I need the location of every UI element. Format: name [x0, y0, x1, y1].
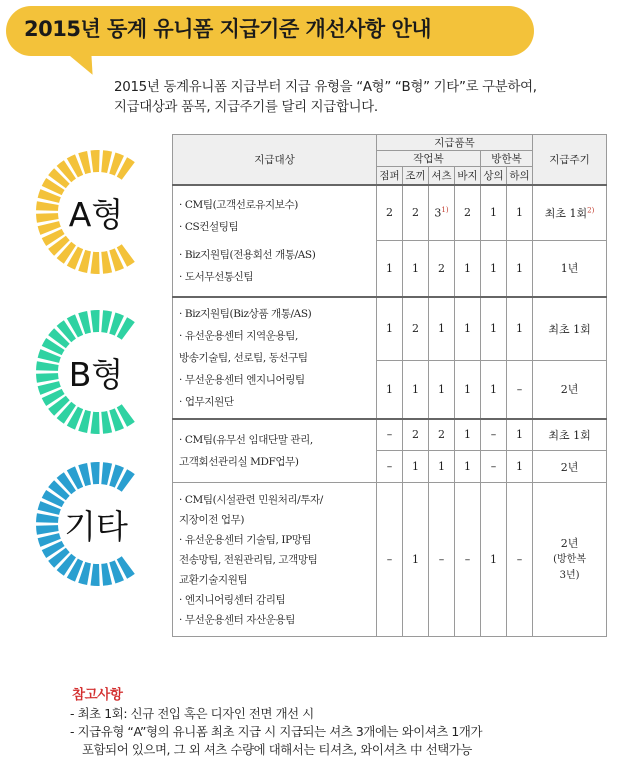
value-cell: 1 [377, 241, 403, 297]
value-cell: – [481, 419, 507, 451]
value-cell: 1 [429, 297, 455, 361]
target-line: 지장이전 업무) [179, 513, 245, 526]
table-row [173, 185, 607, 241]
value-cell: 1 [377, 361, 403, 419]
value-cell: – [377, 451, 403, 483]
value-cell: 1 [481, 241, 507, 297]
value-cell: 1 [429, 451, 455, 483]
header-cold: 방한복 [481, 151, 533, 167]
value-cell: 1 [507, 241, 533, 297]
value-cell: 1 [403, 483, 429, 637]
target-line: · 무선운용센터 엔지니어링팀 [179, 373, 305, 386]
target-line: · 유선운용센터 지역운용팀, [179, 329, 298, 342]
table-row [173, 297, 607, 361]
target-cell [173, 419, 377, 483]
note-line: 포함되어 있으며, 그 외 셔츠 수량에 대해서는 티셔츠, 와이셔츠 中 선택가능 [82, 742, 472, 757]
header-col: 점퍼 [377, 167, 403, 185]
value-cell: – [455, 483, 481, 637]
header-work: 작업복 [377, 151, 481, 167]
type-b-label: B형 [68, 354, 124, 394]
note-line: - 최초 1회: 신규 전입 혹은 디자인 전면 개선 시 [70, 706, 314, 721]
value-cell: 1 [507, 419, 533, 451]
cycle-cell: 최초 1회 [533, 419, 607, 451]
value-cell: 1 [403, 361, 429, 419]
target-line: · CS컨설팅팀 [179, 220, 239, 233]
target-line: · CM팀(시설관련 민원처리/투자/ [179, 493, 323, 506]
value-cell: 1 [455, 451, 481, 483]
table-row [173, 483, 607, 637]
type-etc-label: 기타 [64, 506, 128, 546]
value-cell: 2 [377, 185, 403, 241]
value-cell [429, 185, 455, 241]
notes-section [70, 686, 630, 759]
target-line: · 무선운용센터 자산운용팀 [179, 613, 295, 626]
notes-title: 참고사항 [72, 687, 123, 703]
value-cell: 1 [507, 451, 533, 483]
value-cell: 2 [429, 241, 455, 297]
cycle-text: 최초 1회 [544, 206, 588, 220]
value-cell: 2 [455, 185, 481, 241]
value-cell: 1 [429, 361, 455, 419]
cycle-cell: 2년 [533, 361, 607, 419]
value-cell: 1 [403, 451, 429, 483]
value-cell: – [481, 451, 507, 483]
header-col: 조끼 [403, 167, 429, 185]
value-cell: 1 [455, 297, 481, 361]
target-line: · 업무지원단 [179, 395, 234, 408]
type-b-badge [36, 306, 168, 438]
value-cell: 1 [377, 297, 403, 361]
value-cell: – [377, 483, 403, 637]
value-cell: 1 [507, 185, 533, 241]
value-cell: 1 [481, 361, 507, 419]
value-cell: – [429, 483, 455, 637]
target-line: · CM팀(유무선 임대단말 관리, [179, 433, 313, 446]
value-cell: 1 [481, 297, 507, 361]
target-line: 고객회선관리실 MDF업무) [179, 455, 299, 468]
target-line: · 도서무선통신팀 [179, 270, 254, 283]
value-cell: 2 [403, 297, 429, 361]
intro-line: 2015년 동계유니폼 지급부터 지급 유형을 “A형” “B형” 기타”로 구분하여, [114, 80, 537, 95]
intro-line: 지급대상과 품목, 지급주기를 달리 지급합니다. [114, 100, 378, 115]
footnote-mark: 2) [587, 206, 595, 215]
target-line: 방송기술팀, 선로팀, 동선구팀 [179, 351, 308, 364]
type-etc-badge [36, 458, 168, 590]
value-cell: – [507, 361, 533, 419]
cycle-cell: 최초 1회 [533, 297, 607, 361]
cycle-cell [533, 185, 607, 241]
type-a-label: A형 [68, 194, 124, 234]
note-line: - 지급유형 “A”형의 유니폼 최초 지급 시 지급되는 셔츠 3개에는 와이셔츠 1개가 [70, 724, 483, 739]
value-cell: – [377, 419, 403, 451]
page-title: 2015년 동계 유니폼 지급기준 개선사항 안내 [24, 17, 432, 41]
cycle-cell: 1년 [533, 241, 607, 297]
target-cell [173, 185, 377, 297]
target-cell [173, 297, 377, 419]
target-line: · 유선운용센터 기술팀, IP망팀 [179, 533, 312, 546]
value-cell: – [507, 483, 533, 637]
type-a-badge [36, 146, 168, 278]
value-cell: 1 [481, 483, 507, 637]
target-cell [173, 483, 377, 637]
target-line: 전송망팀, 전원관리팀, 고객망팀 [179, 553, 318, 566]
uniform-table [172, 134, 607, 637]
value-cell: 1 [481, 185, 507, 241]
value-cell: 1 [403, 241, 429, 297]
header-col: 상의 [481, 167, 507, 185]
value-cell: 1 [507, 297, 533, 361]
intro-text [114, 78, 624, 118]
value-cell: 1 [455, 419, 481, 451]
footnote-mark: 1) [441, 205, 449, 214]
cycle-cell: 2년 [533, 451, 607, 483]
cycle-cell [533, 483, 607, 637]
cycle-note: 3년) [559, 569, 580, 581]
header-target: 지급대상 [173, 135, 377, 185]
value-cell: 1 [455, 241, 481, 297]
cycle-text: 2년 [560, 536, 579, 550]
target-line: · CM팀(고객선로유지보수) [179, 198, 298, 211]
table-row [173, 419, 607, 451]
value-cell: 2 [403, 185, 429, 241]
target-line: · Biz지원팀(Biz상품 개통/AS) [179, 307, 312, 320]
value-text: 3 [434, 206, 442, 220]
target-line: · Biz지원팀(전용회선 개통/AS) [179, 248, 316, 261]
target-line: 교환기술지원팀 [179, 573, 248, 586]
header-items: 지급품목 [377, 135, 533, 151]
header-col: 하의 [507, 167, 533, 185]
header-col: 셔츠 [429, 167, 455, 185]
header-col: 바지 [455, 167, 481, 185]
value-cell: 2 [429, 419, 455, 451]
value-cell: 2 [403, 419, 429, 451]
header-cycle: 지급주기 [533, 135, 607, 185]
target-line: · 엔지니어링센터 감리팀 [179, 593, 286, 606]
value-cell: 1 [455, 361, 481, 419]
cycle-note: (방한복 [553, 553, 586, 565]
